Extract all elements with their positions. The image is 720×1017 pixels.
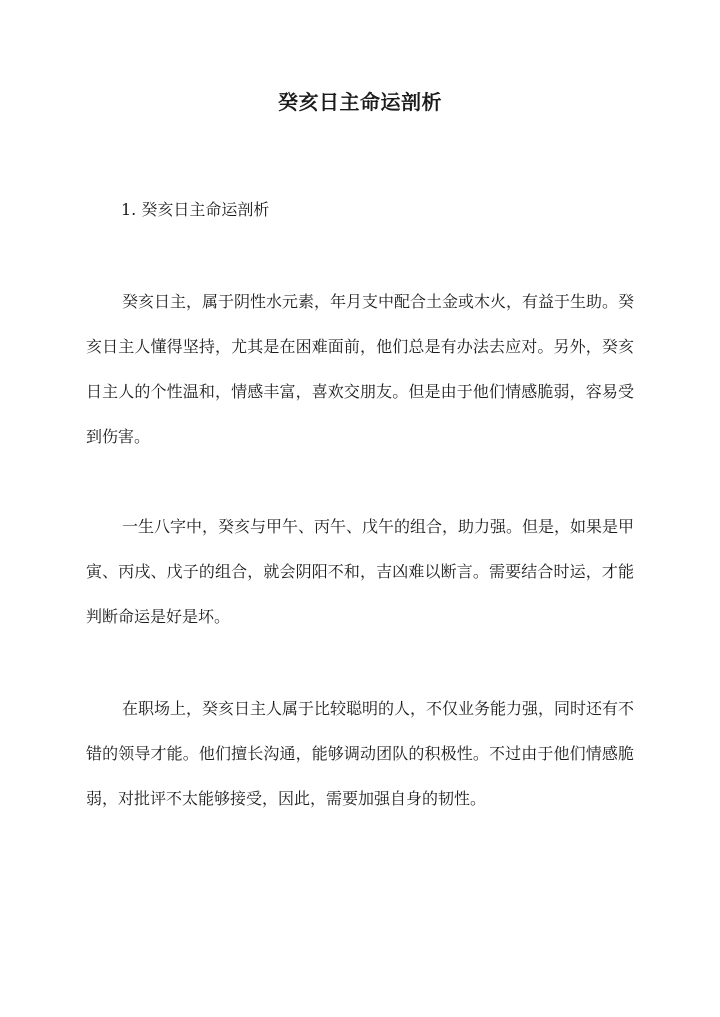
paragraph-2: 一生八字中，癸亥与甲午、丙午、戊午的组合，助力强。但是，如果是甲寅、丙戌、戊子的组合，就会阴阳不和，吉凶难以断言。需要结合时运，才能判断命运是好是坏。: [86, 517, 635, 626]
paragraph-1: 癸亥日主，属于阴性水元素，年月支中配合土金或木火，有益于生助。癸亥日主人懂得坚持，尤其是在困难面前，他们总是有办法去应对。另外，癸亥日主人的个性温和，情感丰富，喜欢交朋友。但是由于他们情感脆弱，容易受到伤害。: [86, 292, 635, 446]
paragraph-3: 在职场上，癸亥日主人属于比较聪明的人，不仅业务能力强，同时还有不错的领导才能。他们擅长沟通，能够调动团队的积极性。不过由于他们情感脆弱，对批评不太能够接受，因此，需要加强自身的韧性。: [86, 699, 635, 808]
document-title: 癸亥日主命运剖析: [278, 90, 442, 114]
section-heading: 1. 癸亥日主命运剖析: [121, 200, 270, 219]
